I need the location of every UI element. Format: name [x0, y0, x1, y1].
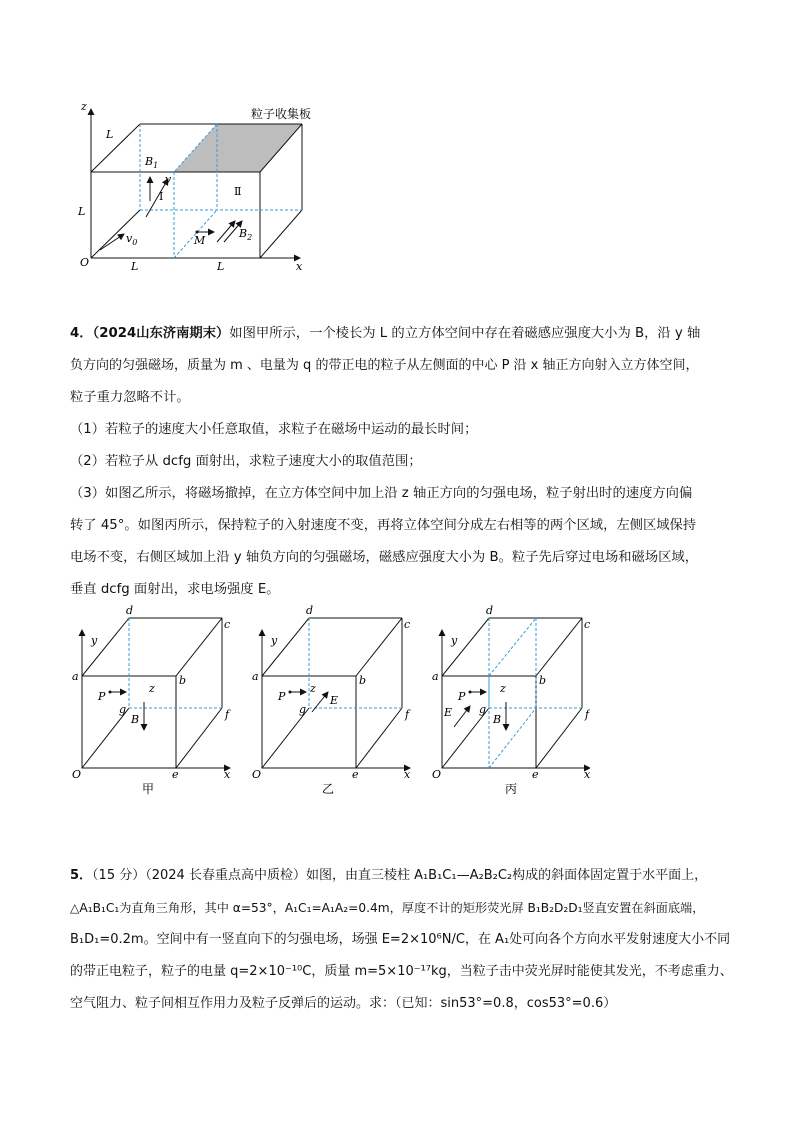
dim-top-label: L [106, 128, 114, 141]
label-z: z [500, 682, 506, 695]
v-label: v [165, 173, 172, 186]
label-f: f [405, 708, 410, 721]
label-g: g [119, 703, 127, 716]
label-f: f [585, 708, 590, 721]
region-1-label: I [159, 190, 164, 203]
cube-yi [252, 604, 411, 796]
q4-part3-line4: 垂直 dcfg 面射出，求电场强度 E。 [70, 582, 280, 597]
label-a: a [432, 670, 439, 683]
label-c: c [584, 618, 590, 631]
label-b: b [539, 674, 547, 687]
label-c: c [224, 618, 231, 631]
q4-number: 4． [70, 326, 93, 341]
label-b: b [179, 674, 187, 687]
label-o: O [432, 768, 442, 781]
label-b-field: B [493, 713, 502, 726]
region-2-label: Ⅱ [234, 185, 242, 198]
b2-label: $B_2$ [239, 227, 253, 242]
q5-line4: 的带正电粒子，粒子的电量 q=2×10⁻¹⁰C，质量 m=5×10⁻¹⁷kg，当粒子击中荧光屏时能使其发光，不考虑重力、 [70, 964, 733, 979]
q4-line1: 如图甲所示，一个棱长为 L 的立方体空间中存在着磁感应强度大小为 B，沿 y 轴 [229, 326, 701, 341]
q5-line3: B₁D₁=0.2m。空间中有一竖直向下的匀强电场，场强 E=2×10⁶N/C，在 A₁处可向各个方向水平发射速度大小不同 [70, 932, 731, 947]
axis-z-label: z [81, 100, 87, 113]
label-p: P [278, 690, 286, 703]
label-e: e [172, 768, 179, 781]
label-y: y [271, 634, 278, 647]
dim-bottom-2-label: L [217, 260, 225, 273]
label-d: d [126, 604, 134, 617]
q4-line2: 负方向的匀强磁场，质量为 m 、电量为 q 的带正电的粒子从左侧面的中心 P 沿 x 轴正方向射入立方体空间， [70, 358, 699, 373]
label-b-field: B [131, 713, 140, 726]
label-z: z [310, 682, 316, 695]
q4-source: （2024山东济南期末） [92, 326, 230, 341]
q5-line5: 空气阻力、粒子间相互作用力及粒子反弹后的运动。求：（已知：sin53°=0.8，cos53°=0.6） [70, 996, 617, 1011]
label-p: P [458, 690, 466, 703]
q5-line1: （15 分）（2024 长春重点高中质检）如图，由直三棱柱 A₁B₁C₁—A₂B₂C₂构成的斜面体固定置于水平面上， [92, 868, 708, 883]
q4-part2: （2）若粒子从 dcfg 面射出，求粒子速度大小的取值范围； [70, 454, 422, 469]
label-d: d [486, 604, 494, 617]
label-a: a [72, 670, 79, 683]
label-x: x [584, 768, 590, 781]
label-d: d [306, 604, 314, 617]
m-label: M [194, 234, 206, 247]
collector-plate [174, 124, 302, 172]
label-y: y [451, 634, 458, 647]
caption-yi: 乙 [322, 782, 335, 796]
question-4 [70, 318, 738, 606]
q4-part3-line3: 电场不变，右侧区域加上沿 y 轴负方向的匀强磁场，磁感应强度大小为 B。粒子先后穿过电场和磁场区域， [70, 550, 699, 565]
label-a: a [252, 670, 259, 683]
label-c: c [404, 618, 411, 631]
q4-part1: （1）若粒子的速度大小任意取值，求粒子在磁场中运动的最长时间； [70, 422, 478, 437]
label-x: x [224, 768, 231, 781]
cube-bing [432, 604, 590, 796]
dim-bottom-1-label: L [131, 260, 139, 273]
label-e: e [352, 768, 359, 781]
b1-label: $B_1$ [145, 155, 159, 170]
label-p: P [98, 690, 106, 703]
label-g: g [479, 703, 487, 716]
axis-x-label: x [296, 260, 303, 273]
label-y: y [91, 634, 98, 647]
question-5 [70, 860, 750, 1020]
label-e-field: E [444, 706, 453, 719]
origin-label: O [80, 256, 90, 269]
cube-jia [72, 604, 231, 796]
label-f: f [225, 708, 230, 721]
label-z: z [149, 682, 155, 695]
q4-line3: 粒子重力忽略不计。 [70, 390, 190, 405]
caption-bing: 丙 [505, 782, 518, 796]
label-x: x [404, 768, 411, 781]
label-o: O [252, 768, 262, 781]
label-e-field: E [330, 694, 339, 707]
label-g: g [299, 703, 307, 716]
q5-line2: △A₁B₁C₁为直角三角形，其中 α=53°，A₁C₁=A₁A₂=0.4m，厚度不计的矩形荧光屏 B₁B₂D₂D₁竖直安置在斜面底端， [70, 901, 705, 915]
figure-particle-collector [60, 95, 320, 275]
v0-label: $v_0$ [126, 232, 138, 247]
figure-cubes [60, 600, 590, 800]
caption-jia: 甲 [142, 782, 155, 796]
label-e: e [532, 768, 539, 781]
q5-number: 5． [70, 868, 93, 883]
label-o: O [72, 768, 82, 781]
q4-part3-line1: （3）如图乙所示，将磁场撤掉，在立方体空间中加上沿 z 轴正方向的匀强电场，粒子射出时的速度方向偏 [70, 486, 693, 501]
collector-plate-label: 粒子收集板 [251, 107, 312, 121]
label-b: b [359, 674, 367, 687]
q4-part3-line2: 转了 45°。如图丙所示，保持粒子的入射速度不变，再将立体空间分成左右相等的两个区域，左侧区域保持 [70, 518, 697, 533]
dim-left-label: L [78, 205, 86, 218]
